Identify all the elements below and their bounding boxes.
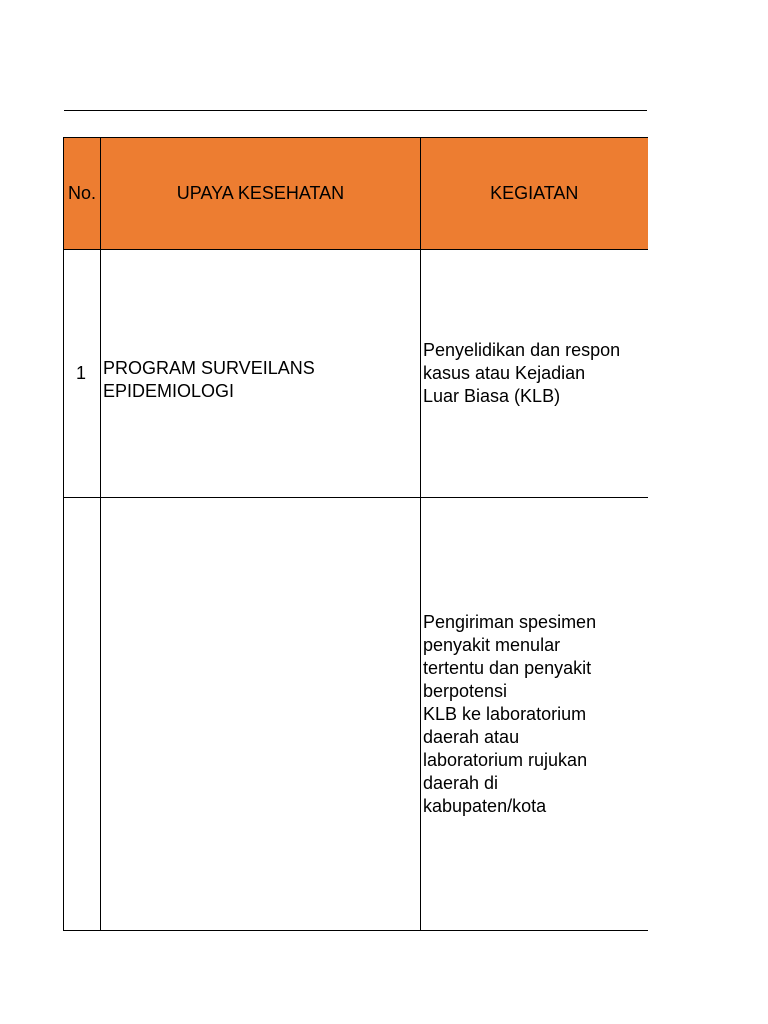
kegiatan-line: daerah atau	[423, 726, 520, 747]
row-number	[64, 498, 101, 931]
table-row	[64, 250, 648, 498]
health-program-table	[63, 137, 648, 931]
kegiatan-line: daerah di	[423, 772, 499, 793]
row-number: 1	[64, 250, 101, 498]
kegiatan-cell	[421, 250, 648, 498]
top-divider	[64, 110, 647, 111]
kegiatan-line: Penyelidikan dan respon	[423, 340, 621, 360]
kegiatan-line: kasus atau Kejadian	[423, 363, 586, 383]
table-row	[64, 498, 648, 931]
header-row	[64, 138, 648, 250]
kegiatan-line: Luar Biasa (KLB)	[423, 386, 561, 406]
kegiatan-line: laboratorium rujukan	[423, 749, 588, 770]
kegiatan-line: penyakit menular	[423, 634, 561, 655]
kegiatan-line: KLB ke laboratorium	[423, 703, 587, 724]
kegiatan-cell	[421, 498, 648, 931]
upaya-line: PROGRAM SURVEILANS	[103, 357, 315, 378]
header-no: No.	[64, 138, 101, 250]
header-kegiatan: KEGIATAN	[421, 138, 648, 250]
upaya-cell	[101, 498, 421, 931]
kegiatan-line: kabupaten/kota	[423, 795, 547, 816]
upaya-line: EPIDEMIOLOGI	[103, 380, 235, 401]
upaya-cell	[101, 250, 421, 498]
header-upaya-kesehatan: UPAYA KESEHATAN	[101, 138, 421, 250]
kegiatan-line: Pengiriman spesimen	[423, 611, 597, 632]
kegiatan-line: tertentu dan penyakit	[423, 657, 592, 678]
kegiatan-line: berpotensi	[423, 680, 508, 701]
